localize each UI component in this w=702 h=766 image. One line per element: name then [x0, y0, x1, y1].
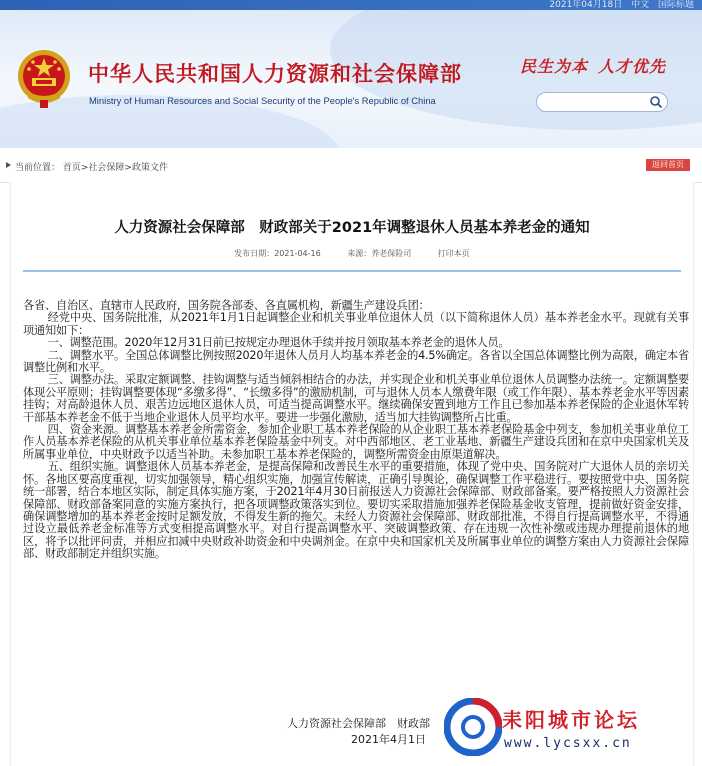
back-home-button[interactable]: 返回首页: [646, 159, 690, 171]
paragraph: 三、调整办法。采取定额调整、挂钩调整与适当倾斜相结合的办法，并实现企业和机关事业单位退休人员调整办法统一。定额调整要体现公平原则；挂钩调整要体现“多缴多得”、“长缴多得”的激励机制，可与退休人员本人缴费年限（或工作年限）、基本养老金水平等因素挂钩；对高龄退休人员、艰苦边远地区退休人员，可适当提高调整水平。继续确保安置到地方工作且已参加基本养老保险的企业退休军转干部基本养老金不低于当地企业退休人员平均水平。要进一步强化激励，适当加大挂钩调整所占比重。: [23, 373, 689, 424]
paragraph: 经党中央、国务院批准，从2021年1月1日起调整企业和机关事业单位退休人员（以下简称退休人员）基本养老金水平。现就有关事项通知如下：: [23, 311, 689, 337]
print-link[interactable]: 打印本页: [437, 249, 470, 258]
article-title: 人力资源社会保障部 财政部关于2021年调整退休人员基本养老金的通知: [114, 220, 590, 236]
top-links: [543, 0, 694, 10]
top-strip: [0, 0, 702, 10]
national-emblem-icon: [16, 48, 72, 110]
article-meta: [11, 248, 693, 259]
lang-en-link[interactable]: 国际标题: [657, 0, 694, 10]
paragraph: 四、资金来源。调整基本养老金所需资金，参加企业职工基本养老保险的从企业职工基本养老保险基金中列支，参加机关事业单位工作人员基本养老保险的从机关事业单位基本养老保险基金中列支。对中西部地区、老工业基地、新疆生产建设兵团和在京中央国家机关及所属事业单位，中央财政予以适当补助。未参加职工基本养老保险的，调整所需资金由原渠道解决。: [23, 423, 689, 461]
sign-date: 2021年4月1日: [351, 733, 426, 746]
site-title-en: Ministry of Human Resources and Social Security of the People's Republic of China: [89, 95, 436, 106]
top-date: 2021年04月18日: [549, 0, 623, 10]
search-box: [536, 92, 668, 112]
slogan-part-b: 人才优先: [598, 57, 667, 76]
search-input[interactable]: [545, 95, 645, 109]
publish-date: 发布日期：2021-04-16: [234, 249, 321, 258]
article: [10, 182, 694, 766]
breadcrumb-location[interactable]: 当前位置： 首页>社会保障>政策文件: [15, 163, 168, 173]
site-header: [0, 10, 702, 148]
title-divider: [23, 270, 681, 272]
breadcrumb-arrow-icon: [6, 162, 11, 168]
watermark-brand: 耒阳城市论坛: [502, 708, 640, 732]
signature-block: [287, 716, 430, 748]
paragraph: 一、调整范围。2020年12月31日前已按规定办理退休手续并按月领取基本养老金的退休人员。: [47, 336, 510, 350]
paragraph: 二、调整水平。全国总体调整比例按照2020年退休人员月人均基本养老金的4.5%确定。各省以全国总体调整比例为高限，确定本省调整比例和水平。: [23, 348, 689, 375]
watermark-url: www.lycsxx.cn: [504, 736, 632, 751]
slogan: [520, 54, 666, 77]
slogan-part-a: 民生为本: [520, 57, 589, 76]
site-title: 中华人民共和国人力资源和社会保障部: [88, 62, 462, 86]
lang-cn-link[interactable]: 中文: [631, 0, 650, 10]
search-icon[interactable]: [649, 95, 663, 109]
article-body: [23, 300, 689, 561]
paragraph-greeting: 各省、自治区、直辖市人民政府，国务院各部委、各直属机构，新疆生产建设兵团：: [23, 299, 430, 312]
watermark-logo-icon: [444, 698, 502, 756]
paragraph: 五、组织实施。调整退休人员基本养老金，是提高保障和改善民生水平的重要措施，体现了党中央、国务院对广大退休人员的亲切关怀。各地区要高度重视，切实加强领导，精心组织实施，加强宣传解读，正确引导舆论，确保调整工作平稳进行。要按照党中央、国务院统一部署，结合本地区实际，制定具体实施方案，于2021年4月30日前报送人力资源社会保障部、财政部备案。要严格按照人力资源社会保障部、财政部备案同意的实施方案执行，把各项调整政策落实到位。要切实采取措施加强养老保险基金收支管理，提前做好资金安排，确保调整增加的基本养老金按时足额发放，不得发生新的拖欠。未经人力资源社会保障部、财政部批准，不得自行提高调整水平，不得通过设立最低养老金标准等方式变相提高调整水平。对自行提高调整水平、突破调整政策、存在违规一次性补缴或违规办理提前退休的地区，将予以批评问责，并相应扣减中央财政补助资金和中央调剂金。在京中央和国家机关及所属事业单位的调整方案由人力资源社会保障部、财政部制定并组织实施。: [23, 460, 689, 561]
watermark: [442, 692, 702, 762]
article-source: 来源：养老保险司: [347, 249, 412, 258]
breadcrumb: [0, 148, 702, 183]
signature: 人力资源社会保障部 财政部: [287, 717, 430, 730]
